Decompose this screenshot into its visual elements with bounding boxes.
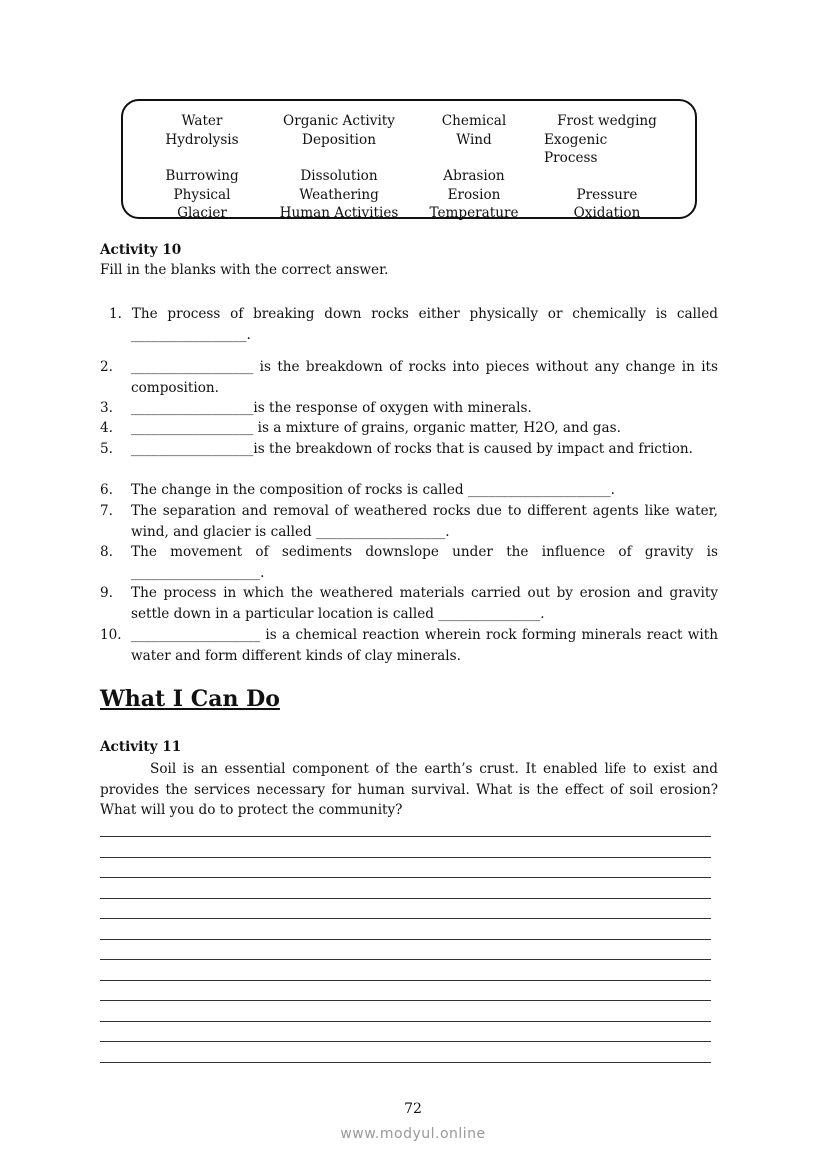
fill-in-item xyxy=(100,542,718,583)
word-bank-term: Process xyxy=(544,150,598,166)
activity-10-instruction: Fill in the blanks with the correct answer. xyxy=(100,262,389,278)
item-text[interactable]: The change in the composition of rocks is called _____________________. xyxy=(131,482,616,498)
answer-line[interactable] xyxy=(100,898,711,899)
answer-line[interactable] xyxy=(100,959,711,960)
answer-line[interactable] xyxy=(100,980,711,981)
item-number: 9. xyxy=(100,585,113,601)
section-heading: What I Can Do xyxy=(100,686,280,712)
word-bank-term: Deposition xyxy=(302,132,376,148)
word-bank-term: Exogenic xyxy=(544,132,608,148)
answer-line[interactable] xyxy=(100,1062,711,1063)
item-number: 2. xyxy=(100,359,113,375)
item-text[interactable]: __________________is the response of oxygen with minerals. xyxy=(131,400,532,416)
word-bank-term: Human Activities xyxy=(279,205,399,221)
answer-line[interactable] xyxy=(100,1021,711,1022)
word-bank-term: Pressure xyxy=(576,187,638,203)
answer-line[interactable] xyxy=(100,836,711,837)
activity-10-title: Activity 10 xyxy=(100,242,182,258)
word-bank-term: Dissolution xyxy=(300,168,378,184)
item-text xyxy=(109,304,718,345)
fill-in-item xyxy=(100,501,718,542)
item-number: 3. xyxy=(100,400,113,416)
fill-in-item xyxy=(100,398,718,419)
word-bank-term: Burrowing xyxy=(165,168,239,184)
fill-in-item xyxy=(100,304,718,345)
word-bank-term: Physical xyxy=(173,187,231,203)
answer-line[interactable] xyxy=(100,857,711,858)
word-bank-term: Organic Activity xyxy=(283,113,395,129)
item-number: 4. xyxy=(100,420,113,436)
item-body[interactable]: The process of breaking down rocks either physically or chemically is called _________________. xyxy=(131,306,718,343)
fill-in-item xyxy=(100,480,718,501)
word-bank-term: Chemical xyxy=(441,113,507,129)
word-bank-term: Weathering xyxy=(299,187,379,203)
item-text[interactable]: The separation and removal of weathered rocks due to different agents like water, wind, and glacier is called ___________________. xyxy=(131,503,718,540)
word-bank-term: Hydrolysis xyxy=(165,132,239,148)
fill-in-item xyxy=(100,357,718,398)
fill-in-item xyxy=(100,418,718,439)
fill-in-item xyxy=(100,583,718,624)
word-bank-term: Frost wedging xyxy=(557,113,657,129)
item-text[interactable]: __________________is the breakdown of rocks that is caused by impact and friction. xyxy=(131,441,693,457)
answer-line[interactable] xyxy=(100,939,711,940)
fill-in-item xyxy=(100,439,718,460)
item-number: 5. xyxy=(100,441,113,457)
word-bank-term: Water xyxy=(181,113,223,129)
item-text[interactable]: __________________ is a mixture of grains, organic matter, H2O, and gas. xyxy=(131,420,621,436)
word-bank-term: Glacier xyxy=(177,205,227,221)
word-bank-term: Abrasion xyxy=(443,168,505,184)
activity-11-title: Activity 11 xyxy=(100,739,182,755)
item-text[interactable]: ___________________ is a chemical reaction wherein rock forming minerals react with water and form different kinds of clay minerals. xyxy=(131,627,718,664)
word-bank-term: Temperature xyxy=(429,205,519,221)
item-number: 1. xyxy=(109,306,122,322)
fill-in-item xyxy=(100,625,718,666)
item-text[interactable]: The process in which the weathered materials carried out by erosion and gravity settle down in a particular location is called _______________. xyxy=(131,585,718,622)
activity-11-prompt: Soil is an essential component of the earth’s crust. It enabled life to exist and provides the services necessary for human survival. What is the effect of soil erosion? What will you do to protect the community? xyxy=(100,761,718,818)
item-number: 6. xyxy=(100,482,113,498)
word-bank-term: Oxidation xyxy=(573,205,641,221)
answer-line[interactable] xyxy=(100,1000,711,1001)
item-number: 8. xyxy=(100,544,113,560)
item-number: 7. xyxy=(100,503,113,519)
page-number: 72 xyxy=(404,1101,422,1117)
answer-line[interactable] xyxy=(100,918,711,919)
word-bank-term: Erosion xyxy=(447,187,501,203)
watermark: www.modyul.online xyxy=(340,1126,486,1142)
answer-line[interactable] xyxy=(100,877,711,878)
word-bank-term: Wind xyxy=(456,132,492,148)
item-number: 10. xyxy=(100,627,122,643)
answer-line[interactable] xyxy=(100,1041,711,1042)
item-text[interactable]: __________________ is the breakdown of rocks into pieces without any change in its composition. xyxy=(131,359,718,396)
item-text[interactable]: The movement of sediments downslope under the influence of gravity is ___________________. xyxy=(131,544,718,581)
